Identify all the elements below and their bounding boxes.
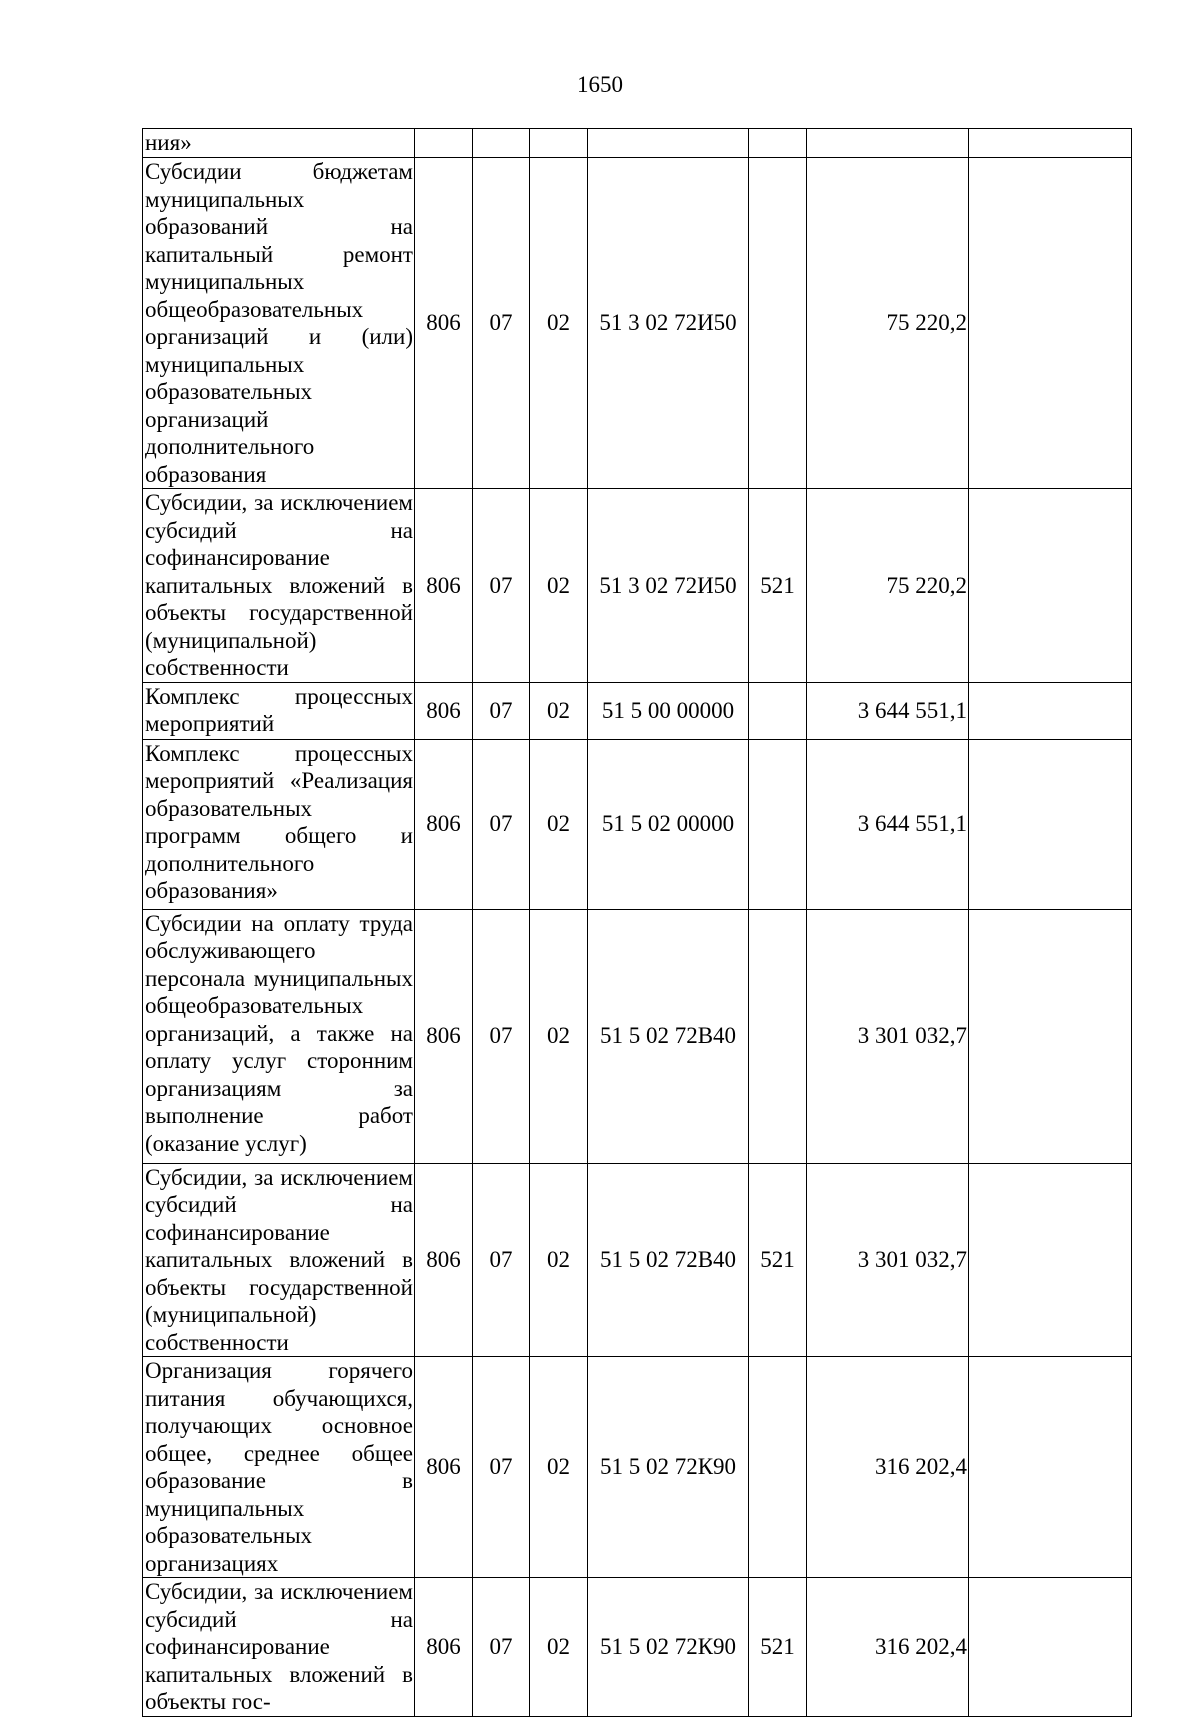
cell-expense-type xyxy=(749,158,807,489)
cell-target-article: 51 3 02 72И50 xyxy=(588,489,749,683)
cell-section-code xyxy=(473,129,530,158)
cell-target-article: 51 5 02 00000 xyxy=(588,739,749,909)
cell-target-article xyxy=(588,129,749,158)
cell-department-code: 806 xyxy=(415,158,473,489)
cell-department-code: 806 xyxy=(415,1357,473,1578)
cell-section-code: 07 xyxy=(473,489,530,683)
cell-amount: 3 644 551,1 xyxy=(807,682,969,739)
cell-section-code: 07 xyxy=(473,158,530,489)
cell-expense-type: 521 xyxy=(749,1578,807,1717)
cell-expense-type xyxy=(749,129,807,158)
cell-expense-type xyxy=(749,1357,807,1578)
table-row xyxy=(143,129,1132,158)
table-row xyxy=(143,1357,1132,1578)
table-row xyxy=(143,1163,1132,1357)
table-row xyxy=(143,739,1132,909)
cell-section-code: 07 xyxy=(473,682,530,739)
table-row xyxy=(143,489,1132,683)
cell-department-code: 806 xyxy=(415,739,473,909)
cell-amount: 75 220,2 xyxy=(807,489,969,683)
cell-section-code: 07 xyxy=(473,1578,530,1717)
cell-subsection-code: 02 xyxy=(530,1357,588,1578)
cell-department-code: 806 xyxy=(415,682,473,739)
cell-amount xyxy=(807,129,969,158)
cell-section-code: 07 xyxy=(473,909,530,1163)
cell-subsection-code xyxy=(530,129,588,158)
cell-empty xyxy=(969,682,1132,739)
cell-amount: 3 644 551,1 xyxy=(807,739,969,909)
cell-empty xyxy=(969,158,1132,489)
cell-department-code: 806 xyxy=(415,1163,473,1357)
cell-expense-type xyxy=(749,739,807,909)
row-description: Субсидии, за исключением субсидий на софинансирование капитальных вложений в объекты государственной (муниципальной) собственности xyxy=(143,1163,415,1357)
row-description: ния» xyxy=(143,129,415,158)
cell-subsection-code: 02 xyxy=(530,1578,588,1717)
cell-amount: 3 301 032,7 xyxy=(807,1163,969,1357)
cell-expense-type xyxy=(749,682,807,739)
cell-amount: 3 301 032,7 xyxy=(807,909,969,1163)
cell-empty xyxy=(969,129,1132,158)
page-number: 1650 xyxy=(577,72,623,97)
cell-section-code: 07 xyxy=(473,739,530,909)
cell-empty xyxy=(969,909,1132,1163)
cell-subsection-code: 02 xyxy=(530,158,588,489)
table-row xyxy=(143,909,1132,1163)
cell-amount: 316 202,4 xyxy=(807,1357,969,1578)
cell-subsection-code: 02 xyxy=(530,909,588,1163)
cell-expense-type: 521 xyxy=(749,1163,807,1357)
cell-target-article: 51 5 02 72К90 xyxy=(588,1357,749,1578)
cell-target-article: 51 5 02 72В40 xyxy=(588,909,749,1163)
row-description: Субсидии, за исключением субсидий на софинансирование капитальных вложений в объекты гос- xyxy=(143,1578,415,1717)
cell-expense-type: 521 xyxy=(749,489,807,683)
cell-subsection-code: 02 xyxy=(530,739,588,909)
cell-target-article: 51 5 00 00000 xyxy=(588,682,749,739)
row-description: Комплекс процессных мероприятий «Реализация образовательных программ общего и дополнительного образования» xyxy=(143,739,415,909)
cell-target-article: 51 5 02 72К90 xyxy=(588,1578,749,1717)
cell-target-article: 51 3 02 72И50 xyxy=(588,158,749,489)
cell-target-article: 51 5 02 72В40 xyxy=(588,1163,749,1357)
cell-empty xyxy=(969,1578,1132,1717)
row-description: Комплекс процессных мероприятий xyxy=(143,682,415,739)
cell-empty xyxy=(969,1163,1132,1357)
cell-section-code: 07 xyxy=(473,1357,530,1578)
table-row xyxy=(143,158,1132,489)
cell-subsection-code: 02 xyxy=(530,489,588,683)
cell-department-code: 806 xyxy=(415,909,473,1163)
table-row xyxy=(143,1578,1132,1717)
row-description: Субсидии на оплату труда обслуживающего персонала муниципальных общеобразовательных организаций, а также на оплату услуг сторонним организациям за выполнение работ (оказание услуг) xyxy=(143,909,415,1163)
cell-empty xyxy=(969,489,1132,683)
row-description: Субсидии бюджетам муниципальных образований на капитальный ремонт муниципальных общеобразовательных организаций и (или) муниципальных образовательных организаций дополнительного образования xyxy=(143,158,415,489)
table-body xyxy=(143,129,1132,1717)
cell-subsection-code: 02 xyxy=(530,1163,588,1357)
cell-department-code: 806 xyxy=(415,489,473,683)
cell-empty xyxy=(969,1357,1132,1578)
row-description: Организация горячего питания обучающихся, получающих основное общее, среднее общее образование в муниципальных образовательных организациях xyxy=(143,1357,415,1578)
cell-amount: 316 202,4 xyxy=(807,1578,969,1717)
cell-amount: 75 220,2 xyxy=(807,158,969,489)
cell-subsection-code: 02 xyxy=(530,682,588,739)
cell-section-code: 07 xyxy=(473,1163,530,1357)
cell-expense-type xyxy=(749,909,807,1163)
cell-department-code xyxy=(415,129,473,158)
budget-table xyxy=(142,128,1132,1717)
cell-department-code: 806 xyxy=(415,1578,473,1717)
cell-empty xyxy=(969,739,1132,909)
row-description: Субсидии, за исключением субсидий на софинансирование капитальных вложений в объекты государственной (муниципальной) собственности xyxy=(143,489,415,683)
table-row xyxy=(143,682,1132,739)
